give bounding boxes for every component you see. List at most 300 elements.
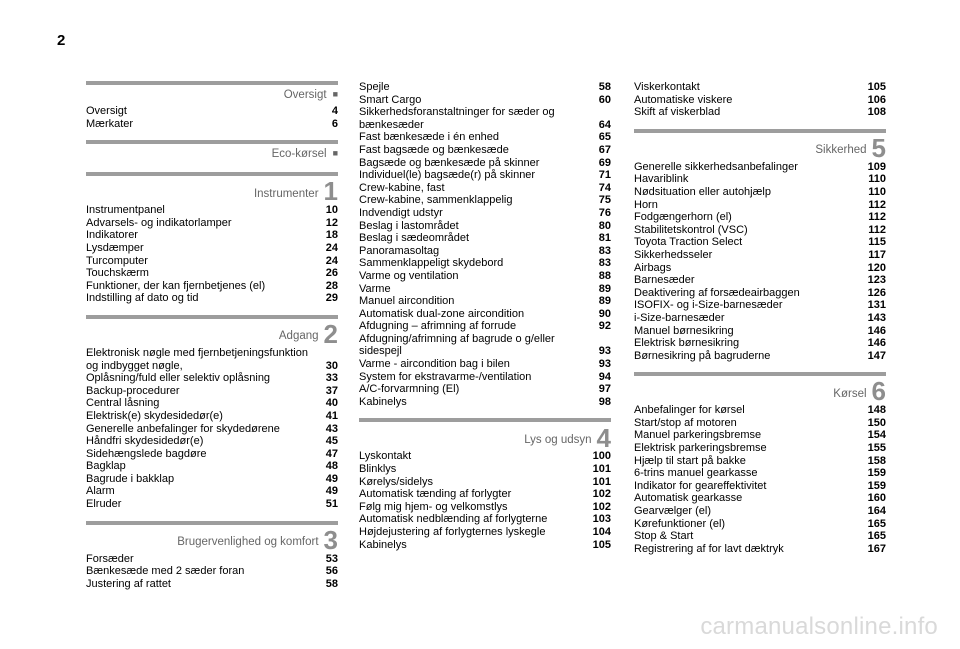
toc-entry-label: Manuel aircondition — [359, 295, 455, 308]
toc-entry-label: Blinklys — [359, 463, 397, 476]
toc-entry-label: Gearvælger (el) — [634, 505, 712, 518]
toc-entry-label: Sidehængslede bagdøre — [86, 447, 207, 460]
toc-entry[interactable] — [86, 485, 338, 498]
toc-entry-label: Fast bagsæde og bænkesæde — [359, 143, 509, 156]
toc-entry-page: 24 — [325, 254, 338, 267]
section-header — [86, 140, 338, 162]
toc-entry-label: Touchskærm — [86, 267, 149, 280]
toc-entry-page: 45 — [325, 435, 338, 448]
toc-entry-label: Barnesæder — [634, 274, 695, 287]
toc-entry[interactable] — [359, 144, 611, 157]
toc-entry-page: 33 — [325, 372, 338, 385]
toc-entry-page: 112 — [868, 198, 886, 211]
toc-entry-label: Sikkerhedsseler — [634, 248, 713, 261]
toc-entry[interactable] — [359, 157, 611, 170]
section-bullet: ■ — [332, 89, 338, 99]
toc-entry[interactable] — [359, 194, 611, 207]
toc-entry-page: 26 — [325, 267, 338, 280]
toc-entry[interactable] — [359, 513, 611, 526]
toc-entry-page: 106 — [867, 93, 886, 106]
toc-entry[interactable] — [634, 325, 886, 338]
toc-entry[interactable] — [359, 396, 611, 409]
toc-section — [86, 140, 338, 162]
toc-entry-page: 93 — [598, 345, 611, 358]
toc-entry-page: 123 — [867, 274, 886, 287]
toc-entry-label: Indvendigt udstyr — [359, 206, 443, 219]
toc-entry-label: Oplåsning/fuld eller selektiv oplåsning — [86, 372, 271, 385]
toc-entry-page: 24 — [325, 241, 338, 254]
toc-entry-page: 41 — [325, 409, 338, 422]
toc-entry-page: 43 — [325, 422, 338, 435]
toc-entry-label: Elektrisk børnesikring — [634, 337, 740, 350]
toc-entry-label: Toyota Traction Select — [634, 236, 743, 249]
toc-entry-page: 108 — [867, 106, 886, 119]
toc-entry-label: A/C-forvarmning (El) — [359, 383, 460, 396]
toc-entry[interactable] — [634, 480, 886, 493]
toc-entry[interactable] — [86, 435, 338, 448]
toc-section — [86, 81, 338, 130]
toc-entry-label: Fodgængerhorn (el) — [634, 211, 732, 224]
toc-entry-label: Afdugning/afrimning af bagrude o g/eller sidespejl — [359, 332, 555, 358]
toc-entry[interactable] — [86, 118, 338, 131]
toc-section — [86, 315, 338, 511]
toc-entry-page: 159 — [867, 467, 886, 480]
toc-section — [359, 418, 611, 551]
toc-entry[interactable] — [634, 417, 886, 430]
toc-entry[interactable] — [86, 292, 338, 305]
toc-entry-page: 74 — [598, 181, 611, 194]
toc-entry-page: 76 — [598, 206, 611, 219]
toc-entry-page: 93 — [598, 358, 611, 371]
toc-entry-label: Anbefalinger for kørsel — [634, 404, 745, 417]
toc-entry-page: 90 — [598, 307, 611, 320]
toc-entry[interactable] — [634, 249, 886, 262]
toc-entry-label: Sikkerhedsforanstaltninger for sæder og bænkesæder — [359, 106, 555, 131]
toc-entry-label: System for ekstravarme-/ventilation — [359, 370, 532, 383]
toc-entry[interactable] — [634, 404, 886, 417]
toc-entry[interactable] — [359, 182, 611, 195]
toc-entry-page: 56 — [325, 565, 338, 578]
toc-entry[interactable] — [86, 267, 338, 280]
toc-section — [359, 81, 611, 408]
toc-entry-page: 117 — [868, 248, 886, 261]
toc-entry-label: Elektrisk(e) skydesidedør(e) — [86, 409, 223, 422]
toc-entry-page: 115 — [868, 236, 886, 249]
toc-entry-page: 143 — [867, 311, 886, 324]
toc-entry[interactable] — [634, 211, 886, 224]
toc-entry-label: Kørefunktioner (el) — [634, 517, 726, 530]
toc-entry-label: Hjælp til start på bakke — [634, 454, 746, 467]
toc-entry-label: Automatisk tænding af forlygter — [359, 488, 512, 501]
toc-entry-page: 69 — [598, 156, 611, 169]
toc-entry-page: 146 — [867, 324, 886, 337]
section-header — [86, 521, 338, 555]
toc-entry[interactable] — [86, 347, 338, 372]
toc-entry-label: Elruder — [86, 498, 122, 511]
toc-entry-label: Crew-kabine, fast — [359, 181, 445, 194]
toc-entry-label: Justering af rattet — [86, 577, 171, 590]
toc-entry[interactable] — [634, 262, 886, 275]
toc-entry-label: Automatiske viskere — [634, 93, 733, 106]
toc-entry[interactable] — [359, 371, 611, 384]
toc-column-3 — [634, 81, 886, 565]
toc-entry[interactable] — [86, 460, 338, 473]
toc-entry[interactable] — [359, 220, 611, 233]
toc-entry-label: Elektrisk parkeringsbremse — [634, 442, 767, 455]
toc-entry-label: Lysdæmper — [86, 241, 144, 254]
toc-entry[interactable] — [86, 255, 338, 268]
section-header — [86, 315, 338, 350]
toc-entry[interactable] — [634, 274, 886, 287]
toc-entry[interactable] — [634, 429, 886, 442]
section-number: 6 — [871, 376, 886, 407]
toc-entry-label: Generelle anbefalinger for skydedørene — [86, 422, 280, 435]
toc-entry[interactable] — [634, 518, 886, 531]
toc-entry-label: Airbags — [634, 261, 672, 274]
section-header — [86, 172, 338, 207]
toc-entry-label: Automatisk nedblænding af forlygterne — [359, 513, 548, 526]
toc-entry-label: ISOFIX- og i-Size-barnesæder — [634, 299, 783, 312]
toc-section — [634, 129, 886, 363]
toc-entry[interactable] — [359, 257, 611, 270]
toc-entry-label: Højdejustering af forlygternes lyskegle — [359, 526, 546, 538]
toc-entry-page: 155 — [867, 442, 886, 455]
toc-entry-label: Central låsning — [86, 397, 160, 410]
toc-entry-label: Nødsituation eller autohjælp — [634, 185, 771, 198]
toc-entry-label: Varme og ventilation — [359, 269, 459, 282]
toc-entry-page: 10 — [325, 204, 338, 217]
toc-entry-label: Automatisk gearkasse — [634, 492, 743, 505]
toc-entry-page: 94 — [598, 370, 611, 383]
section-title: Lys og udsyn — [524, 433, 592, 446]
toc-entry-page: 148 — [867, 404, 886, 417]
toc-entry-page: 102 — [592, 500, 611, 513]
toc-entry[interactable] — [359, 232, 611, 245]
toc-entry[interactable] — [86, 410, 338, 423]
toc-entry-page: 165 — [867, 517, 886, 530]
toc-entry[interactable] — [86, 498, 338, 511]
page-number: 2 — [57, 32, 66, 49]
section-header — [634, 372, 886, 407]
toc-entry-page: 167 — [867, 542, 886, 555]
toc-entry-page: 81 — [598, 232, 611, 245]
toc-entry[interactable] — [634, 94, 886, 107]
toc-entry-page: 83 — [598, 257, 611, 270]
toc-entry[interactable] — [634, 312, 886, 325]
toc-entry-label: Funktioner, der kan fjernbetjenes (el) — [86, 279, 266, 292]
toc-entry-page: 58 — [325, 577, 338, 590]
toc-entry-label: Stop & Start — [634, 530, 694, 543]
toc-entry-label: Kabinelys — [359, 395, 407, 408]
toc-entry-page: 101 — [592, 463, 611, 476]
toc-entry-page: 112 — [868, 211, 886, 224]
toc-entry-label: Beslag i sædeområdet — [359, 232, 470, 245]
toc-entry-label: Stabilitetskontrol (VSC) — [634, 223, 748, 236]
toc-entry-label: Individuel(le) bagsæde(r) på skinner — [359, 169, 536, 182]
toc-section — [86, 172, 338, 305]
toc-entry-label: Bagsæde og bænkesæde på skinner — [359, 156, 540, 169]
toc-entry-label: Indikator for geareffektivitet — [634, 479, 767, 492]
toc-entry[interactable] — [86, 565, 338, 578]
toc-section — [86, 521, 338, 591]
toc-entry-page: 64 — [598, 118, 611, 131]
toc-entry-page: 6 — [331, 117, 338, 130]
toc-entry-label: Bænkesæde med 2 sæder foran — [86, 565, 245, 578]
toc-entry-page: 71 — [598, 169, 611, 182]
toc-entry-label: Deaktivering af forsædeairbaggen — [634, 286, 800, 299]
toc-entry-page: 80 — [598, 219, 611, 232]
toc-entry-page: 12 — [325, 216, 338, 229]
toc-entry-label: Fast bænkesæde i én enhed — [359, 131, 500, 144]
toc-entry-label: Indikatorer — [86, 229, 138, 242]
toc-entry-label: i-Size-barnesæder — [634, 311, 725, 324]
toc-entry[interactable] — [86, 242, 338, 255]
toc-entry[interactable] — [634, 467, 886, 480]
toc-entry-label: Børnesikring på bagruderne — [634, 349, 771, 362]
toc-entry[interactable] — [634, 224, 886, 237]
section-number: 4 — [596, 422, 611, 453]
toc-entry-label: Oversigt — [86, 105, 127, 117]
toc-entry-label: Generelle sikkerhedsanbefalinger — [634, 160, 798, 173]
section-number: 2 — [323, 319, 338, 350]
toc-entry-label: Beslag i lastområdet — [359, 219, 459, 232]
toc-entry[interactable] — [359, 207, 611, 220]
toc-entry[interactable] — [86, 280, 338, 293]
toc-entry-label: Kørelys/sidelys — [359, 475, 433, 488]
toc-entry[interactable] — [359, 476, 611, 489]
toc-entry-label: Turcomputer — [86, 254, 148, 267]
toc-entry-page: 49 — [325, 472, 338, 485]
toc-entry[interactable] — [634, 186, 886, 199]
toc-entry-label: Registrering af for lavt dæktryk — [634, 542, 784, 555]
toc-column-1 — [86, 81, 338, 600]
section-title: Eco-kørsel — [271, 147, 327, 160]
section-title: Instrumenter — [253, 187, 319, 200]
section-header — [634, 129, 886, 163]
toc-entry[interactable] — [86, 423, 338, 436]
toc-entry-label: Start/stop af motoren — [634, 416, 737, 429]
section-bullet: ■ — [332, 148, 338, 159]
toc-entry[interactable] — [359, 106, 611, 131]
toc-entry-label: Spejle — [359, 81, 390, 93]
toc-entry-page: 112 — [868, 223, 886, 236]
toc-entry[interactable] — [86, 229, 338, 242]
toc-entry[interactable] — [359, 501, 611, 514]
toc-entry-page: 65 — [598, 131, 611, 144]
toc-entry-page: 29 — [325, 292, 338, 305]
toc-entry-label: Bagklap — [86, 460, 126, 473]
toc-entry[interactable] — [359, 383, 611, 396]
toc-entry[interactable] — [359, 245, 611, 258]
toc-entry[interactable] — [634, 81, 886, 94]
section-header — [86, 81, 338, 103]
toc-entry-label: Elektronisk nøgle med fjernbetjeningsfunktion og indbygget nøgle, — [86, 346, 308, 372]
toc-entry-page: 126 — [867, 286, 886, 299]
toc-entry-page: 75 — [598, 194, 611, 207]
toc-entry[interactable] — [359, 308, 611, 321]
toc-entry[interactable] — [359, 358, 611, 371]
toc-entry[interactable] — [86, 448, 338, 461]
toc-entry[interactable] — [86, 204, 338, 217]
toc-entry-page: 88 — [598, 269, 611, 282]
toc-entry-page: 83 — [598, 244, 611, 257]
toc-entry[interactable] — [634, 106, 886, 119]
toc-entry-page: 97 — [598, 383, 611, 396]
toc-entry-page: 37 — [325, 384, 338, 397]
toc-entry-page: 105 — [592, 538, 611, 551]
toc-entry-page: 131 — [867, 299, 886, 312]
toc-entry-page: 120 — [867, 261, 886, 274]
toc-entry-label: Mærkater — [86, 117, 134, 130]
toc-entry-label: 6-trins manuel gearkasse — [634, 467, 758, 480]
toc-entry-page: 160 — [867, 492, 886, 505]
watermark: carmanualsonline.info — [700, 613, 938, 640]
toc-entry-page: 104 — [592, 526, 611, 538]
toc-entry[interactable] — [359, 450, 611, 463]
toc-entry-label: Varme — [359, 282, 391, 295]
toc-entry-label: Alarm — [86, 485, 115, 498]
toc-entry[interactable] — [359, 270, 611, 283]
toc-entry-page: 150 — [867, 416, 886, 429]
toc-entry-page: 18 — [325, 229, 338, 242]
section-title: Sikkerhed — [815, 144, 867, 157]
toc-entry-page: 60 — [598, 93, 611, 106]
toc-entry-page: 67 — [598, 143, 611, 156]
toc-entry-page: 92 — [598, 320, 611, 333]
toc-entry[interactable] — [359, 526, 611, 539]
section-title: Brugervenlighed og komfort — [177, 536, 319, 549]
toc-entry-page: 47 — [325, 447, 338, 460]
toc-entry-page: 30 — [325, 359, 338, 372]
toc-column-2 — [359, 81, 611, 561]
toc-entry[interactable] — [634, 337, 886, 350]
toc-entry-page: 89 — [598, 295, 611, 308]
toc-entry-page: 98 — [598, 395, 611, 408]
toc-entry-label: Smart Cargo — [359, 93, 422, 106]
toc-entry[interactable] — [359, 283, 611, 296]
section-title: Oversigt — [283, 88, 327, 101]
toc-entry[interactable] — [634, 543, 886, 556]
toc-entry-page: 100 — [592, 450, 611, 463]
toc-entry-label: Manuel parkeringsbremse — [634, 429, 762, 442]
toc-entry-label: Instrumentpanel — [86, 204, 165, 217]
toc-entry[interactable] — [359, 94, 611, 107]
toc-section — [634, 372, 886, 555]
toc-entry[interactable] — [86, 217, 338, 230]
toc-entry[interactable] — [634, 173, 886, 186]
toc-entry-page: 58 — [598, 81, 611, 93]
toc-entry-page: 4 — [331, 105, 338, 117]
toc-entry-label: Skift af viskerblad — [634, 106, 721, 119]
toc-section — [634, 81, 886, 119]
toc-entry[interactable] — [86, 553, 338, 566]
toc-entry-page: 110 — [868, 185, 886, 198]
toc-entry[interactable] — [86, 578, 338, 591]
toc-entry-label: Panoramasoltag — [359, 244, 440, 257]
toc-entry-label: Forsæder — [86, 552, 134, 565]
toc-entry[interactable] — [86, 397, 338, 410]
toc-entry-label: Indstilling af dato og tid — [86, 292, 199, 305]
toc-entry-page: 109 — [867, 160, 886, 173]
toc-entry[interactable] — [634, 161, 886, 174]
toc-entry-label: Sammenklappeligt skydebord — [359, 257, 504, 270]
toc-entry[interactable] — [359, 488, 611, 501]
toc-entry-page: 48 — [325, 460, 338, 473]
toc-entry[interactable] — [86, 385, 338, 398]
toc-entry[interactable] — [634, 455, 886, 468]
toc-entry[interactable] — [86, 105, 338, 118]
toc-entry-page: 165 — [867, 530, 886, 543]
toc-entry-label: Havariblink — [634, 173, 689, 186]
toc-entry[interactable] — [634, 442, 886, 455]
toc-entry[interactable] — [359, 295, 611, 308]
section-number: 5 — [871, 132, 886, 163]
toc-entry[interactable] — [359, 81, 611, 94]
toc-entry[interactable] — [359, 333, 611, 358]
toc-entry[interactable] — [86, 473, 338, 486]
toc-entry[interactable] — [634, 350, 886, 363]
toc-entry[interactable] — [634, 530, 886, 543]
toc-entry[interactable] — [634, 505, 886, 518]
toc-entry[interactable] — [634, 199, 886, 212]
toc-entry[interactable] — [359, 539, 611, 552]
toc-entry-page: 103 — [592, 513, 611, 526]
toc-entry-label: Advarsels- og indikatorlamper — [86, 216, 232, 229]
toc-entry-label: Horn — [634, 198, 658, 211]
section-title: Adgang — [278, 330, 319, 343]
toc-entry-page: 40 — [325, 397, 338, 410]
toc-entry-page: 51 — [325, 498, 338, 511]
toc-entry-label: Manuel børnesikring — [634, 324, 734, 337]
toc-entry-label: Bagrude i bakklap — [86, 472, 175, 485]
toc-entry-label: Viskerkontakt — [634, 81, 700, 93]
toc-entry-label: Crew-kabine, sammenklappelig — [359, 194, 513, 207]
toc-entry-label: Håndfri skydesidedør(e) — [86, 435, 204, 448]
toc-entry[interactable] — [359, 320, 611, 333]
toc-entry-page: 146 — [867, 337, 886, 350]
toc-entry-label: Afdugning – afrimning af forrude — [359, 320, 517, 333]
section-number: 1 — [323, 176, 338, 207]
toc-entry[interactable] — [634, 236, 886, 249]
toc-entry[interactable] — [359, 131, 611, 144]
section-title: Kørsel — [833, 387, 867, 400]
toc-entry-page: 49 — [325, 485, 338, 498]
toc-entry-page: 164 — [867, 505, 886, 518]
toc-entry-page: 154 — [867, 429, 886, 442]
toc-entry-page: 101 — [592, 475, 611, 488]
toc-entry[interactable] — [634, 492, 886, 505]
toc-entry-label: Følg mig hjem- og velkomstlys — [359, 500, 508, 513]
toc-entry-label: Backup-procedurer — [86, 384, 180, 397]
toc-entry-label: Varme - aircondition bag i bilen — [359, 358, 510, 371]
toc-entry[interactable] — [634, 299, 886, 312]
toc-entry-page: 105 — [867, 81, 886, 93]
toc-entry[interactable] — [359, 463, 611, 476]
toc-entry-page: 28 — [325, 279, 338, 292]
toc-entry-label: Lyskontakt — [359, 450, 412, 463]
toc-entry[interactable] — [86, 372, 338, 385]
toc-entry-page: 53 — [325, 552, 338, 565]
toc-entry-page: 102 — [592, 488, 611, 501]
toc-entry[interactable] — [634, 287, 886, 300]
toc-entry-page: 147 — [867, 349, 886, 362]
toc-entry-label: Automatisk dual-zone aircondition — [359, 307, 525, 320]
toc-entry[interactable] — [359, 169, 611, 182]
section-number: 3 — [323, 524, 338, 555]
toc-entry-page: 158 — [867, 454, 886, 467]
toc-entry-page: 110 — [868, 173, 886, 186]
toc-entry-label: Kabinelys — [359, 538, 407, 551]
